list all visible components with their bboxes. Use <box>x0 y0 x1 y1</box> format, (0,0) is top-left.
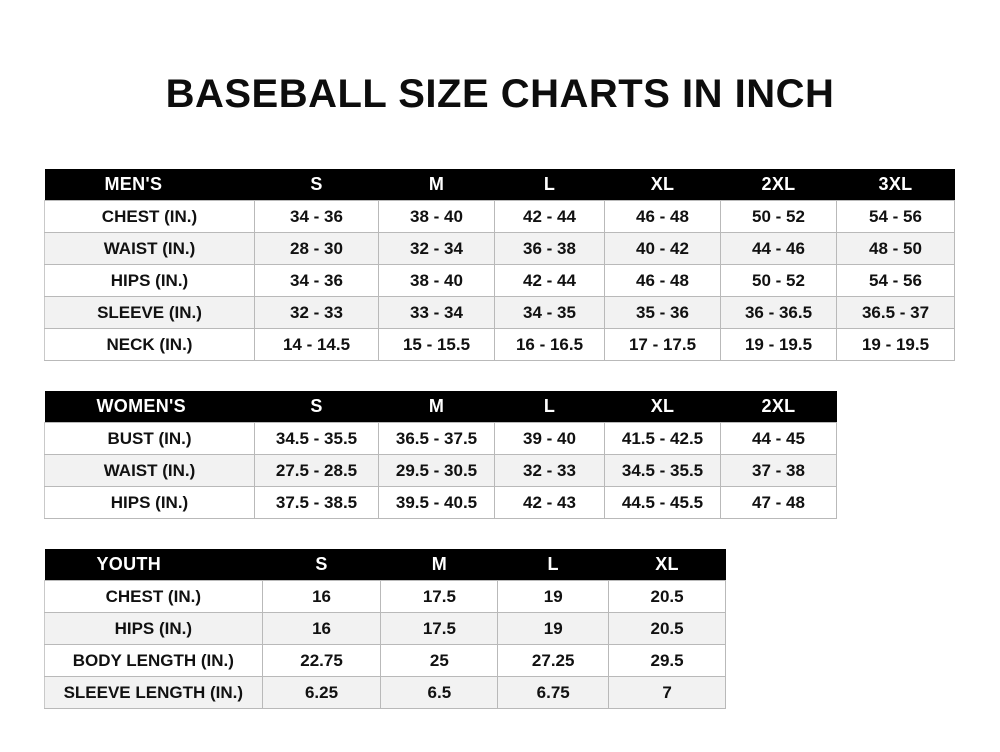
table-spacer <box>44 519 956 549</box>
table-spacer <box>44 361 956 391</box>
column-header: S <box>255 391 379 423</box>
table-cell: 39 - 40 <box>495 423 605 455</box>
table-cell: 29.5 <box>609 645 726 677</box>
table-cell: 17.5 <box>381 581 498 613</box>
table-cell: 46 - 48 <box>605 265 721 297</box>
row-label: WAIST (IN.) <box>45 455 255 487</box>
table-cell: 6.25 <box>262 677 381 709</box>
table-row <box>45 487 837 519</box>
column-header: L <box>495 391 605 423</box>
table-cell: 50 - 52 <box>721 201 837 233</box>
table-cell: 48 - 50 <box>837 233 955 265</box>
table-cell: 27.25 <box>498 645 609 677</box>
tables-container <box>0 169 1000 709</box>
table-row <box>45 677 726 709</box>
table-row <box>45 645 726 677</box>
table-cell: 16 <box>262 581 381 613</box>
table-header-row <box>45 391 837 423</box>
table-cell: 54 - 56 <box>837 265 955 297</box>
row-label: HIPS (IN.) <box>45 613 263 645</box>
column-header: L <box>498 549 609 581</box>
table-row <box>45 455 837 487</box>
column-header: L <box>495 169 605 201</box>
page-title: BASEBALL SIZE CHARTS IN INCH <box>165 72 835 116</box>
table-header-row <box>45 169 955 201</box>
table-cell: 47 - 48 <box>721 487 837 519</box>
table-cell: 36.5 - 37.5 <box>379 423 495 455</box>
table-cell: 19 <box>498 613 609 645</box>
table-row <box>45 297 955 329</box>
column-header: YOUTH <box>45 549 263 581</box>
table-row <box>45 233 955 265</box>
table-cell: 6.75 <box>498 677 609 709</box>
row-label: BUST (IN.) <box>45 423 255 455</box>
table-row <box>45 201 955 233</box>
table-cell: 28 - 30 <box>255 233 379 265</box>
womens-size-table <box>44 391 837 519</box>
table-cell: 38 - 40 <box>379 201 495 233</box>
table-header-row <box>45 549 726 581</box>
table-cell: 7 <box>609 677 726 709</box>
table-cell: 25 <box>381 645 498 677</box>
table-cell: 20.5 <box>609 613 726 645</box>
table-cell: 40 - 42 <box>605 233 721 265</box>
table-cell: 32 - 34 <box>379 233 495 265</box>
table-cell: 32 - 33 <box>495 455 605 487</box>
column-header: XL <box>605 391 721 423</box>
table-cell: 36 - 36.5 <box>721 297 837 329</box>
table-row <box>45 581 726 613</box>
row-label: HIPS (IN.) <box>45 487 255 519</box>
table-cell: 38 - 40 <box>379 265 495 297</box>
table-cell: 22.75 <box>262 645 381 677</box>
table-cell: 46 - 48 <box>605 201 721 233</box>
row-label: BODY LENGTH (IN.) <box>45 645 263 677</box>
table-row <box>45 329 955 361</box>
column-header: S <box>262 549 381 581</box>
youth-size-table <box>44 549 726 709</box>
column-header: M <box>379 169 495 201</box>
row-label: CHEST (IN.) <box>45 581 263 613</box>
mens-size-table <box>44 169 955 361</box>
column-header: 2XL <box>721 391 837 423</box>
table-cell: 15 - 15.5 <box>379 329 495 361</box>
table-cell: 34.5 - 35.5 <box>255 423 379 455</box>
table-cell: 33 - 34 <box>379 297 495 329</box>
table-cell: 36 - 38 <box>495 233 605 265</box>
column-header: S <box>255 169 379 201</box>
table-cell: 32 - 33 <box>255 297 379 329</box>
row-label: HIPS (IN.) <box>45 265 255 297</box>
table-cell: 41.5 - 42.5 <box>605 423 721 455</box>
table-cell: 36.5 - 37 <box>837 297 955 329</box>
row-label: NECK (IN.) <box>45 329 255 361</box>
column-header: XL <box>609 549 726 581</box>
table-cell: 34 - 35 <box>495 297 605 329</box>
table-cell: 37.5 - 38.5 <box>255 487 379 519</box>
column-header: M <box>379 391 495 423</box>
table-cell: 14 - 14.5 <box>255 329 379 361</box>
table-cell: 42 - 44 <box>495 265 605 297</box>
table-cell: 16 <box>262 613 381 645</box>
table-cell: 54 - 56 <box>837 201 955 233</box>
table-cell: 44.5 - 45.5 <box>605 487 721 519</box>
row-label: SLEEVE LENGTH (IN.) <box>45 677 263 709</box>
table-cell: 34 - 36 <box>255 201 379 233</box>
table-cell: 37 - 38 <box>721 455 837 487</box>
table-cell: 17 - 17.5 <box>605 329 721 361</box>
row-label: SLEEVE (IN.) <box>45 297 255 329</box>
table-row <box>45 613 726 645</box>
table-cell: 44 - 45 <box>721 423 837 455</box>
column-header: 3XL <box>837 169 955 201</box>
table-cell: 42 - 43 <box>495 487 605 519</box>
table-cell: 19 - 19.5 <box>837 329 955 361</box>
table-cell: 19 - 19.5 <box>721 329 837 361</box>
column-header: 2XL <box>721 169 837 201</box>
table-cell: 50 - 52 <box>721 265 837 297</box>
row-label: WAIST (IN.) <box>45 233 255 265</box>
table-cell: 19 <box>498 581 609 613</box>
table-cell: 6.5 <box>381 677 498 709</box>
table-cell: 42 - 44 <box>495 201 605 233</box>
table-cell: 27.5 - 28.5 <box>255 455 379 487</box>
row-label: CHEST (IN.) <box>45 201 255 233</box>
table-cell: 34 - 36 <box>255 265 379 297</box>
column-header: XL <box>605 169 721 201</box>
column-header: M <box>381 549 498 581</box>
table-cell: 29.5 - 30.5 <box>379 455 495 487</box>
column-header: WOMEN'S <box>45 391 255 423</box>
table-row <box>45 423 837 455</box>
table-cell: 16 - 16.5 <box>495 329 605 361</box>
table-cell: 39.5 - 40.5 <box>379 487 495 519</box>
table-cell: 44 - 46 <box>721 233 837 265</box>
column-header: MEN'S <box>45 169 255 201</box>
table-cell: 35 - 36 <box>605 297 721 329</box>
table-cell: 17.5 <box>381 613 498 645</box>
table-cell: 20.5 <box>609 581 726 613</box>
table-cell: 34.5 - 35.5 <box>605 455 721 487</box>
table-row <box>45 265 955 297</box>
